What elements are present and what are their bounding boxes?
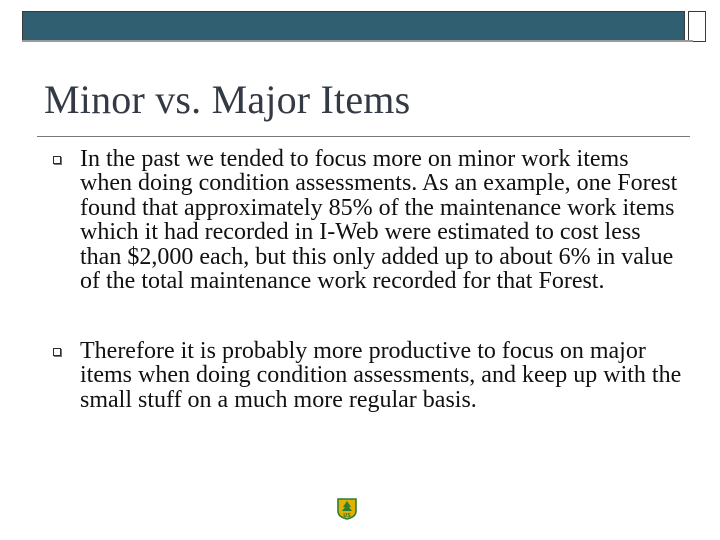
bullet-text: Therefore it is probably more productive to focus on major items when doing condition assessments, and keep up with the small stuff on a much more regular basis. [80,338,682,413]
bullet-item [44,339,684,412]
square-bullet-icon [53,156,61,164]
bullet-list [44,147,684,412]
header-band-bar [22,11,685,42]
slide-title: Minor vs. Major Items [44,77,411,122]
bullet-text: In the past we tended to focus more on minor work items when doing condition assessments. As an example, one Forest found that approximately 85% of the maintenance work items which it had recorded in I-Web were estimated to cost less than $2,000 each, but this only added up to about 6% in value of the total maintenance work recorded for that Forest. [80,146,678,295]
header-band-shadow [22,40,693,42]
forest-service-shield-icon [337,498,357,520]
logo-text: US [343,513,351,519]
header-band-end-box [688,11,706,42]
header-band [22,11,689,42]
title-divider [37,136,690,137]
bullet-item [44,147,684,339]
square-bullet-icon [53,348,61,356]
